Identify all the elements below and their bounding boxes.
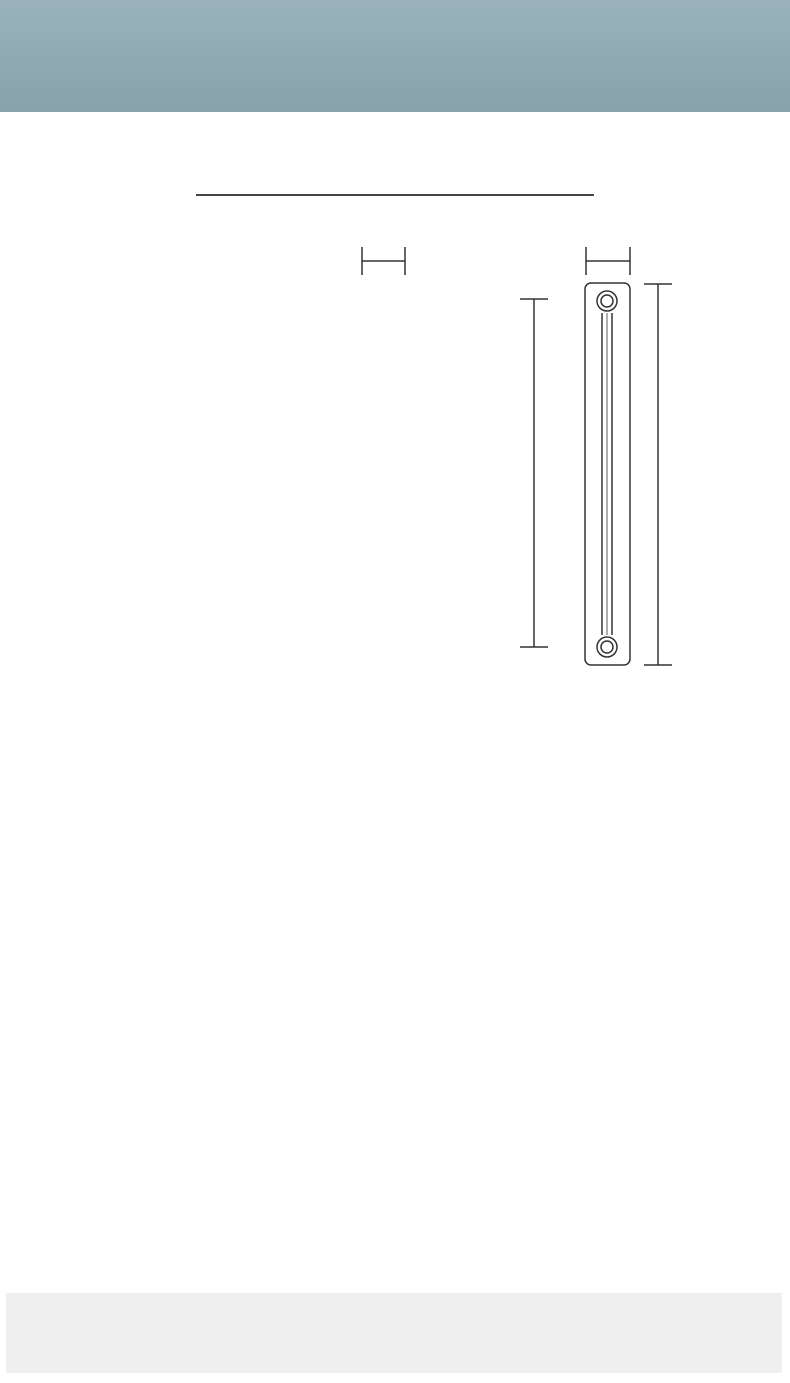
- center-dimension: [520, 299, 548, 647]
- footnote: [6, 1293, 782, 1373]
- radiator-diagram: [0, 215, 790, 680]
- header-banner: [0, 0, 790, 112]
- radiator-side-view: [585, 283, 630, 665]
- width-dimension: [362, 247, 405, 275]
- depth-dimension: [586, 247, 630, 275]
- height-dimension: [644, 284, 672, 665]
- subtitle-underline: [196, 194, 594, 196]
